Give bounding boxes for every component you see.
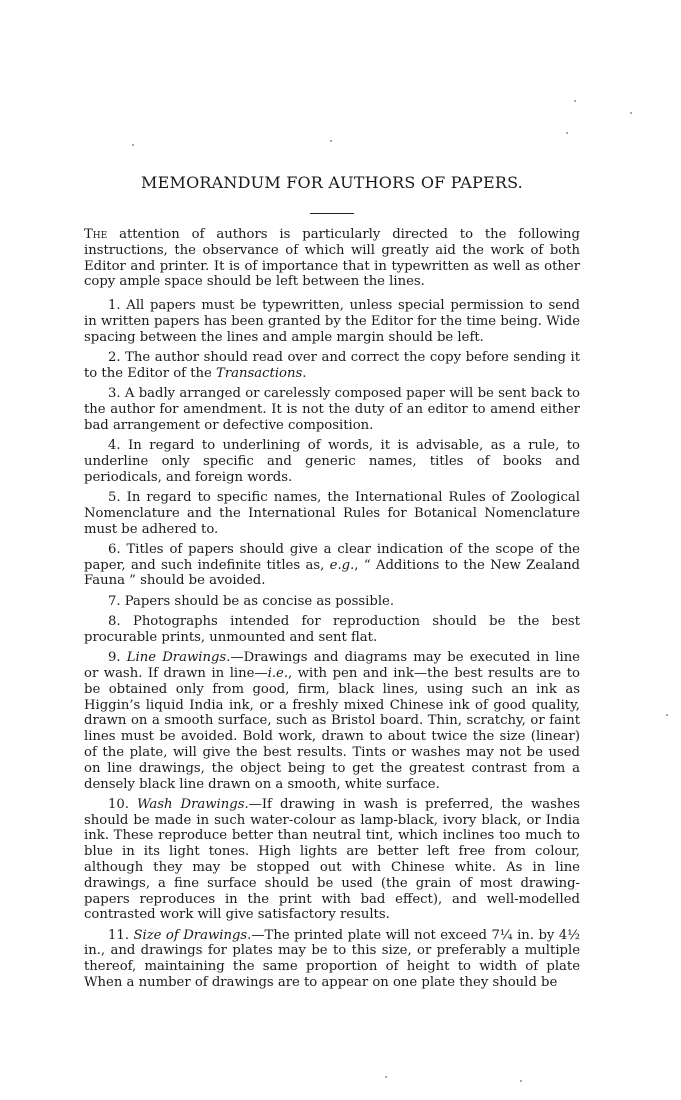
- instruction-text: 5. In regard to specific names, the International Rules of Zoological Nomenclature and the International Rules for Botanical Nomenclature must be adhered to.: [84, 489, 580, 537]
- instruction-11: [84, 928, 580, 991]
- instruction-9: [84, 650, 580, 792]
- instruction-8: [84, 614, 580, 646]
- instruction-italic: e.g.: [329, 557, 355, 573]
- instruction-5: [84, 490, 580, 537]
- scan-speck: [132, 144, 134, 146]
- document-page: [84, 0, 580, 1100]
- page-title: MEMORANDUM FOR AUTHORS OF PAPERS.: [141, 173, 523, 192]
- instruction-3: [84, 386, 580, 433]
- instruction-text: 2. The author should read over and correct the copy before sending it to the Editor of the: [84, 350, 580, 381]
- scan-speck: [520, 1080, 522, 1082]
- instruction-10: [84, 797, 580, 923]
- instruction-4: [84, 438, 580, 485]
- instruction-italic: i.e.: [267, 665, 289, 681]
- instruction-7: [84, 594, 580, 610]
- scan-speck: [566, 132, 568, 134]
- instruction-text: 1. All papers must be typewritten, unless special permission to send in written papers has been granted by the Editor for the time being. Wide spacing between the lines and ample margin should be left.: [84, 298, 580, 345]
- memorandum-body: [84, 227, 580, 995]
- instruction-heading: Size of Drawings: [133, 927, 248, 943]
- instruction-number: 11.: [108, 927, 134, 943]
- intro-lead-word: The: [84, 227, 108, 242]
- instruction-number: 9.: [108, 650, 127, 666]
- instruction-text: 3. A badly arranged or carelessly composed paper will be sent back to the author for amendment. It is not the duty of an editor to amend either bad arrangement or defective composition.: [84, 386, 580, 433]
- instruction-text: .—If drawing in wash is preferred, the washes should be made in such water-colour as lamp-black, ivory black, or India ink. These reproduce better than neutral tint, which inclines too much to blue in its light tones. High lights are better left free from colour, although they may be stopped out with Chinese white. As in line drawings, a fine surface should be used (the grain of most drawing-papers reproduces in the print with bad effect), and well-modelled contrasted work will give satisfactory results.: [84, 796, 580, 923]
- title-rule: [310, 213, 354, 214]
- instruction-number: 10.: [108, 796, 137, 812]
- instruction-text: .—Drawings and diagrams may be executed in line or wash. If drawn in line—: [84, 650, 580, 681]
- instruction-text: .—The printed plate will not exceed 7¼ in. by 4½ in., and drawings for plates may be to this size, or preferably a multiple thereof, maintaining the same proportion of height to width of plate When a number of drawings are to appear on one plate they should be: [84, 927, 580, 991]
- instruction-6: [84, 542, 580, 589]
- instruction-heading: Line Drawings: [126, 650, 227, 666]
- scan-speck: [385, 1076, 387, 1078]
- instruction-text-end: , with pen and ink—the best results are to be obtained only from good, firm, black lines, using such an ink as Higgin’s liquid India ink, or a freshly mixed Chinese ink of good quality, drawn on a smooth surface, such as Bristol board. Thin, scratchy, or faint lines must be avoided. Bold work, drawn to about twice the size (linear) of the plate, will give the best results. Tints or washes may not be used on line drawings, the object being to get the greatest contrast from a densely black line drawn on a smooth, white surface.: [84, 665, 580, 792]
- instruction-text: 7. Papers should be as concise as possible.: [108, 593, 395, 609]
- instruction-heading: Wash Drawings: [136, 796, 245, 812]
- instruction-text: 6. Titles of papers should give a clear indication of the scope of the paper, and such indefinite titles as,: [84, 541, 580, 573]
- scan-speck: [630, 112, 632, 114]
- instruction-text-end: , “ Additions to the New Zealand Fauna ” should be avoided.: [84, 557, 580, 589]
- intro-text: attention of authors is particularly directed to the following instructions, the observance of which will greatly aid the work of both Editor and printer. It is of importance that in typewritten as well as other copy ample space should be left between the lines.: [84, 227, 580, 290]
- scan-speck: [574, 100, 576, 102]
- scan-speck: [330, 140, 332, 142]
- instruction-text: 4. In regard to underlining of words, it is advisable, as a rule, to underline only specific and generic names, titles of books and periodicals, and foreign words.: [84, 438, 580, 485]
- scan-speck: [666, 714, 668, 716]
- intro-paragraph: [84, 227, 580, 290]
- instruction-italic: Transactions: [216, 365, 303, 381]
- instruction-text: 8. Photographs intended for reproduction should be the best procurable prints, unmounted and sent flat.: [84, 614, 580, 645]
- instruction-text-end: .: [302, 365, 307, 381]
- instruction-2: [84, 350, 580, 382]
- instruction-1: [84, 298, 580, 345]
